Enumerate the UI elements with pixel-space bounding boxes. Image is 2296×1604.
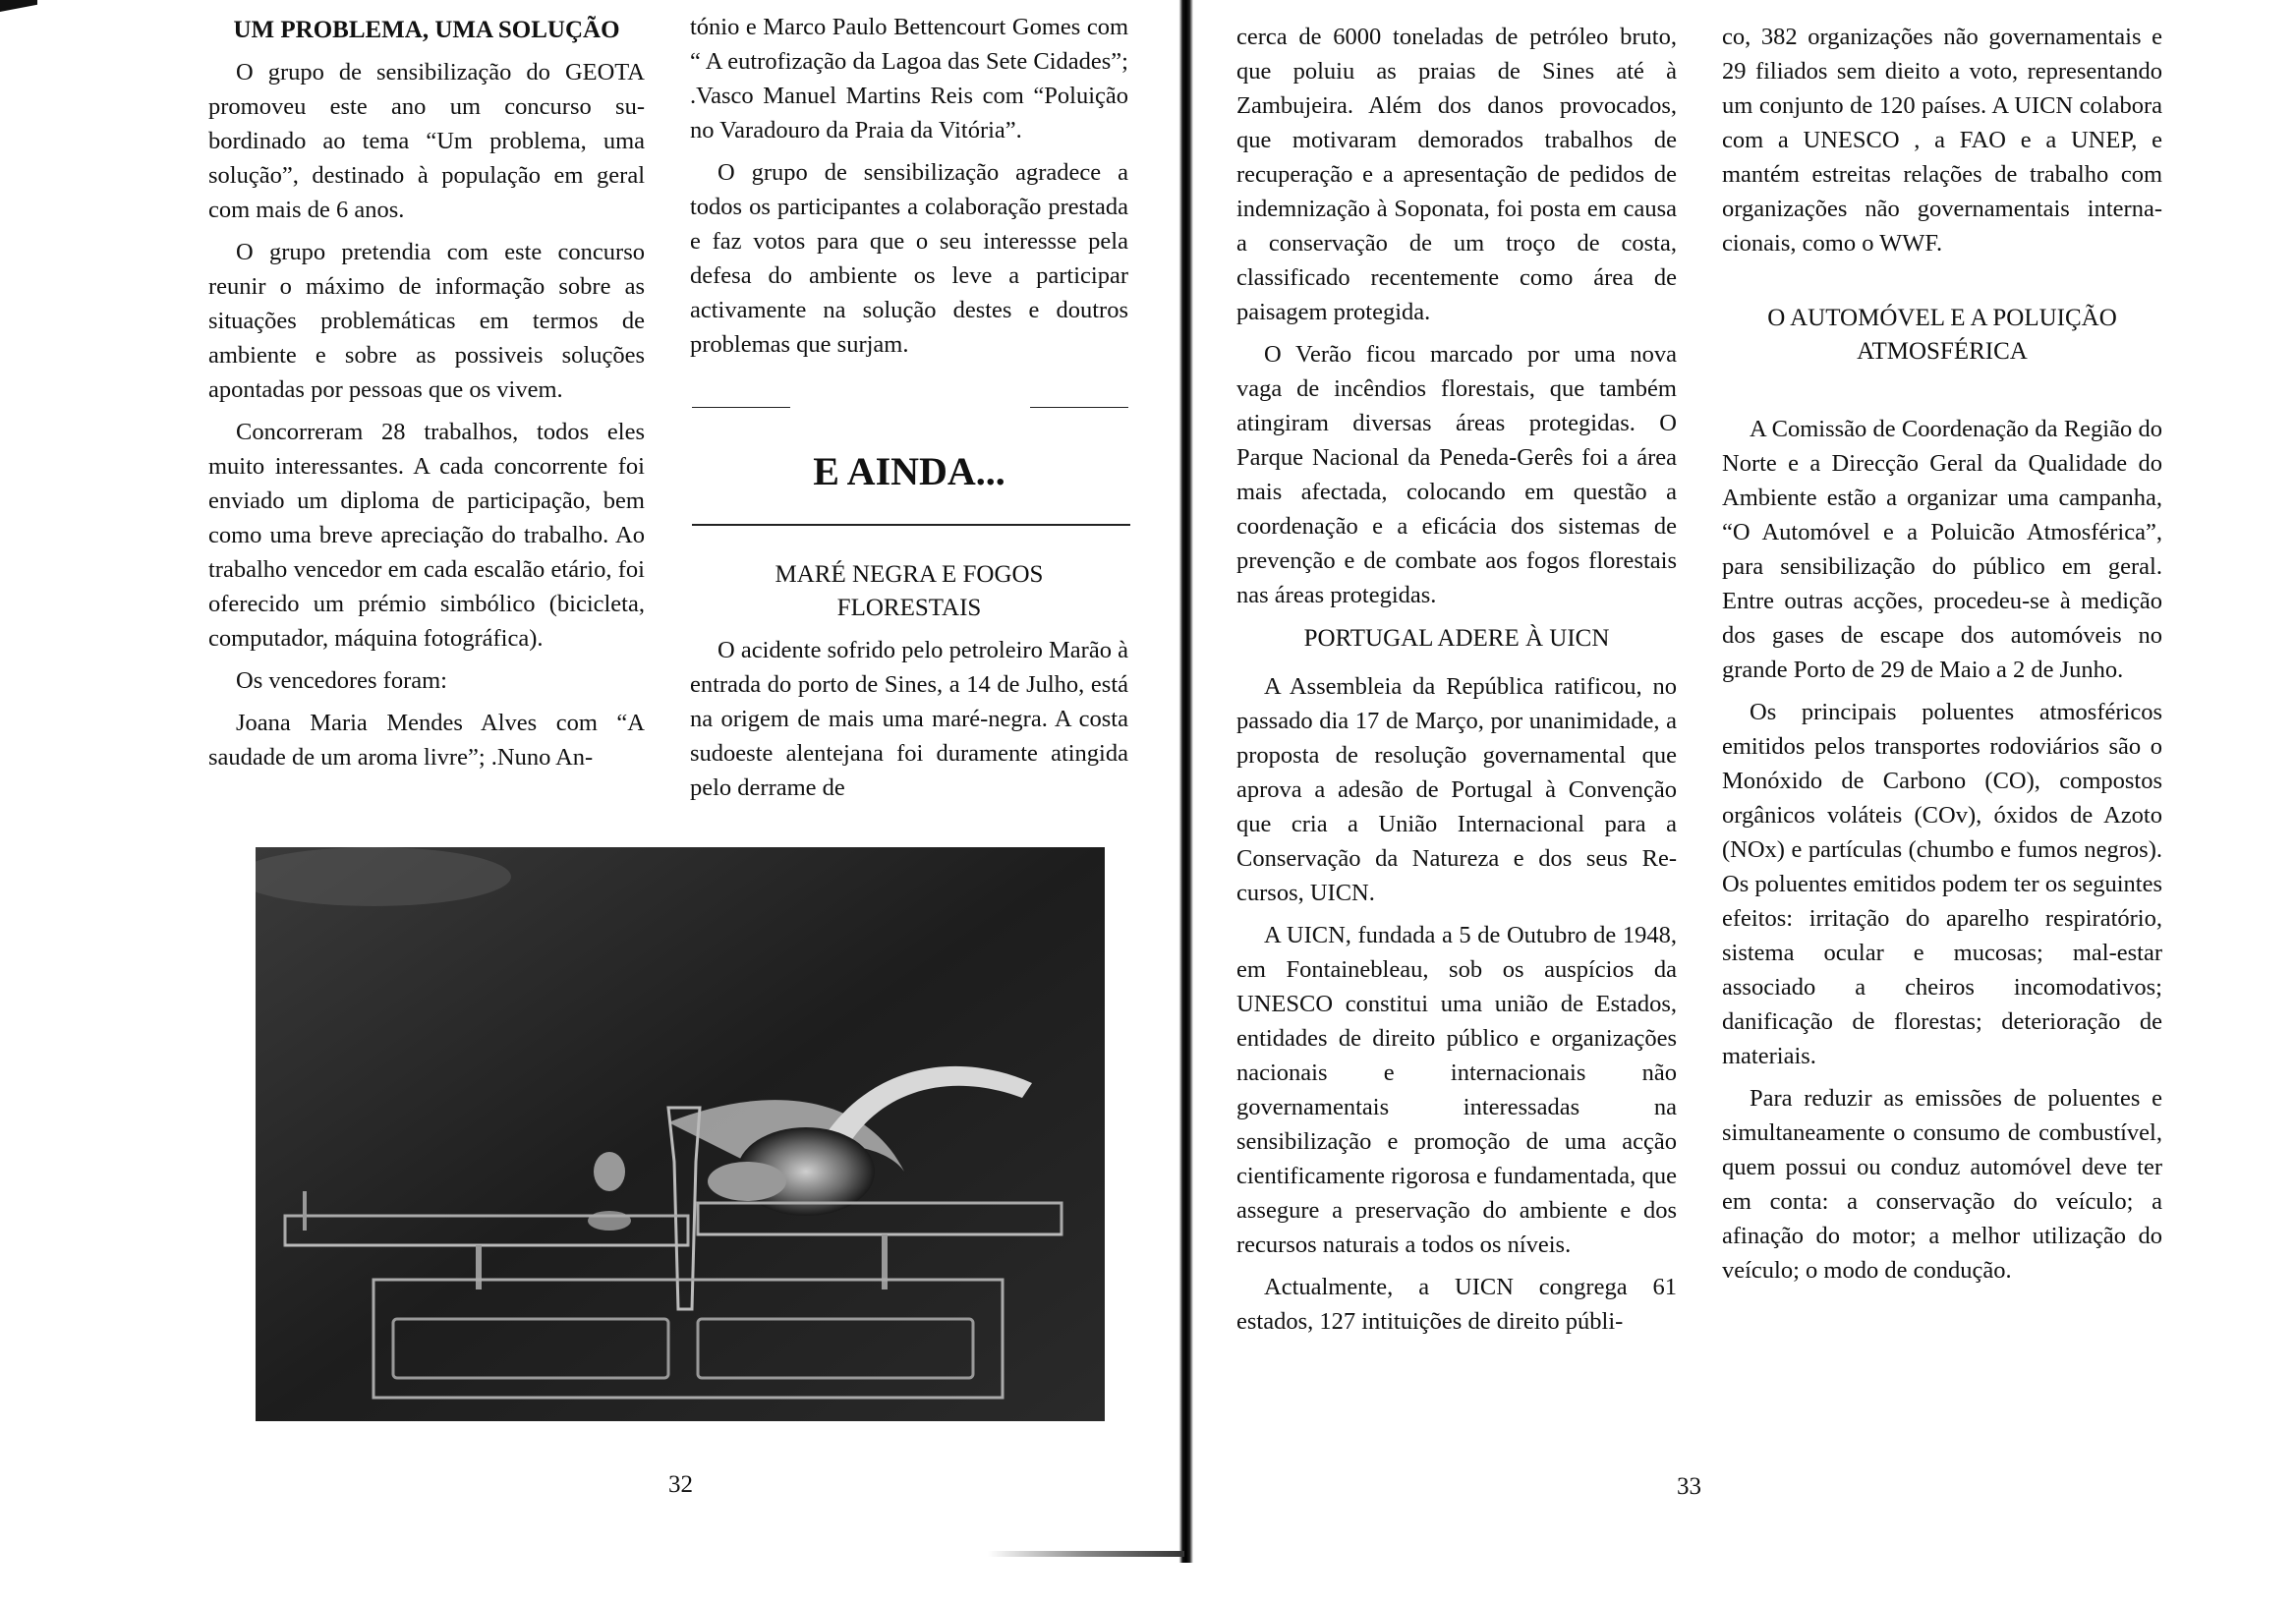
- paragraph: O grupo pretendia com este concurso reunir o máximo de informação sobre as situações problemáticas em termos de ambiente e sobre as possiveis soluções apontadas por pessoas que os vivem.: [208, 239, 645, 403]
- subheading-mare-negra: MARÉ NEGRA E FOGOS FLORESTAIS: [775, 561, 1044, 621]
- left-page-column-1: [208, 14, 645, 782]
- page-number-right: 33: [1677, 1473, 1701, 1500]
- corner-mark: [0, 0, 37, 12]
- paragraph: tónio e Marco Paulo Bettencourt Gomes com “ A eutrofização da Lagoa das Sete Cidades”; .Vasco Manuel Martins Reis com “Poluição no Varadouro da Praia da Vitória”.: [690, 14, 1128, 143]
- paragraph: O Verão ficou marcado por uma nova vaga de incêndios florestais, que também atingiram diversas áreas protegidas. O Parque Nacional da Peneda-Gerês foi a área mais afectada, colocando em questão a coordenação e a eficácia dos sistemas de prevenção e de combate aos fogos florestais nas áreas protegidas.: [1236, 341, 1677, 608]
- paragraph: O acidente sofrido pelo petroleiro Marão à entrada do porto de Sines, a 14 de Julho, está na origem de mais uma maré-negra. A costa sudoeste alentejana foi duramente atingida pelo derrame de: [690, 637, 1128, 801]
- right-page-column-3: [1236, 20, 1677, 1346]
- paragraph: Os vencedores foram:: [236, 667, 447, 694]
- section-divider-rule: [692, 524, 1130, 526]
- paragraph: A UICN, fundada a 5 de Outubro de 1948, em Fontainebleau, sob os auspícios da UNESCO constitui uma união de Estados, entidades de direito público e organizações nacionais e internacionais não governamentais interessadas na sensibilização e promoção de uma acção cientificamente rigorosa e fundamentada, que assegure a preservação do ambiente e dos recursos naturais a todos os níveis.: [1236, 922, 1677, 1258]
- left-page-column-2-bottom: [690, 558, 1128, 813]
- short-divider-rule-left: [692, 407, 790, 408]
- paragraph: Para reduzir as emissões de poluentes e simultaneamente o consumo de combustível, quem possui ou conduz automóvel deve ter em conta: a conservação do veículo; a afinação do motor; a melhor utilização do veículo; o modo de condução.: [1722, 1085, 2162, 1284]
- heading-um-problema: UM PROBLEMA, UMA SOLUÇÃO: [233, 17, 620, 43]
- section-title-e-ainda: E AINDA...: [813, 449, 1005, 493]
- paragraph: Concorreram 28 trabalhos, todos eles muito interessantes. A cada concorrente foi enviado um diploma de participação, bem como uma breve apreciação do trabalho. Ao trabalho vencedor em cada escalão etário, foi oferecido um prémio simbólico (bicicleta, computador, máquina fotográfica).: [208, 419, 645, 652]
- paragraph: A Assembleia da República ratificou, no passado dia 17 de Março, por unanimidade, a proposta de resolução governamental que aprova a adesão de Portugal à Convenção que cria a União Internacional para a Conservação da Natureza e dos seus Recursos, UICN.: [1236, 673, 1677, 906]
- paragraph: A Comissão de Coordenação da Região do Norte e a Direcção Geral da Qualidade do Ambiente estão a organizar uma campanha, “O Automóvel e a Poluicão Atmosférica”, para sensibilização do público em geral. Entre outras acções, procedeu-se à medição dos gases de escape dos automóveis no grande Porto de 29 de Maio a 2 de Junho.: [1722, 416, 2162, 683]
- subheading-portugal-adere: PORTUGAL ADERE À UICN: [1303, 625, 1610, 652]
- left-page-column-2: [690, 10, 1128, 370]
- paragraph: Joana Maria Mendes Alves com “A saudade de um aroma livre”; .Nuno An-: [208, 710, 645, 771]
- paragraph: O grupo de sensibilização do GEOTA promoveu este ano um concurso subordinado ao tema “Um problema, uma solução”, destinado à população em geral com mais de 6 anos.: [208, 59, 645, 223]
- paragraph: cerca de 6000 toneladas de petróleo bruto, que poluiu as praias de Sines até à Zambujeira. Além dos danos provocados, que motivaram demorados trabalhos de recuperação e a apresentação de pedidos de indemnização à Soponata, foi posta em causa a conservação de um troço de costa, classificado recentemente como área de paisagem protegida.: [1236, 24, 1677, 325]
- paragraph: Actualmente, a UICN congrega 61 estados, 127 intituições de direito públi-: [1236, 1274, 1677, 1335]
- subheading-automovel-poluicao: O AUTOMÓVEL E A POLUIÇÃO ATMOSFÉRICA: [1767, 305, 2117, 365]
- paragraph: co, 382 organizações não governamentais e 29 filiados sem dieito a voto, representando um conjunto de 120 países. A UICN colabora com a UNESCO , a FAO e a UNEP, e mantém estreitas relações de trabalho com organizações não governamentais internacionais, como o WWF.: [1722, 24, 2162, 257]
- book-spine: [1176, 0, 1193, 1563]
- short-divider-rule-right: [1030, 407, 1128, 408]
- right-page-column-4: [1722, 20, 2162, 1295]
- balance-scale-illustration: [256, 847, 1105, 1421]
- paragraph: O grupo de sensibilização agradece a todos os participantes a colaboração prestada e faz votos para que o seu interessse pela defesa do ambiente os leve a participar activamente na solução destes e doutros problemas que surjam.: [690, 159, 1128, 358]
- photo-balance-scale: [256, 847, 1105, 1421]
- scan-smudge: [988, 1551, 1184, 1557]
- page-number-left: 32: [668, 1471, 693, 1498]
- paragraph: Os principais poluentes atmosféricos emitidos pelos transportes rodoviários são o Monóxido de Carbono (CO), compostos orgânicos voláteis (COv), óxidos de Azoto (NOx) e partículas (chumbo e fumos negros). Os poluentes emitidos podem ter os seguintes efeitos: irritação do aparelho respiratório, sistema ocular e mucosas; mal-estar associado a cheiros incomodativos; danificação de florestas; deterioração de materiais.: [1722, 699, 2162, 1069]
